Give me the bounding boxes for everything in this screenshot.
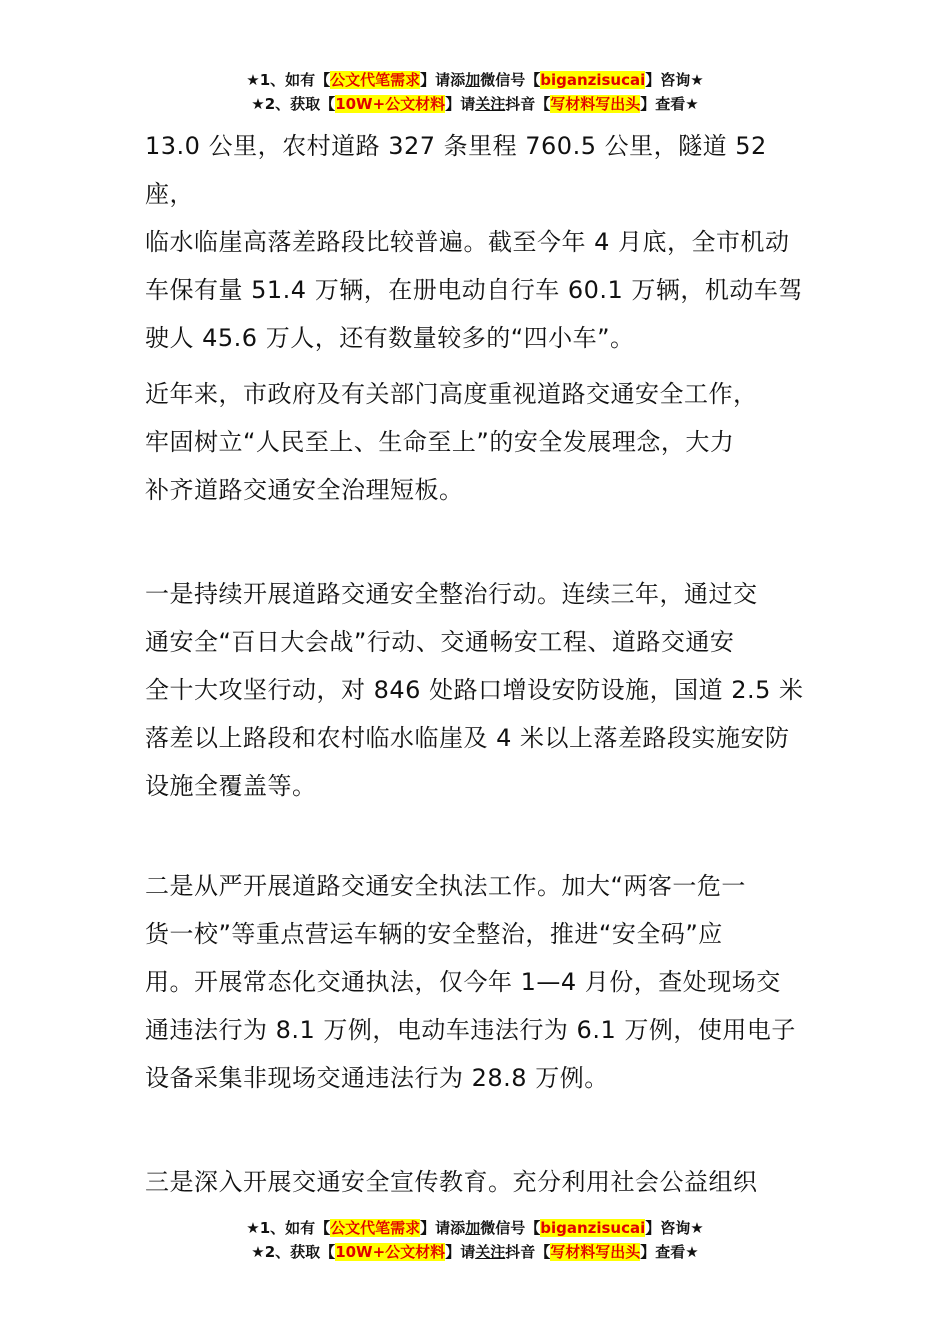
header-promo-banner — [0, 68, 950, 116]
highlight-service: 公文代笔需求 — [330, 71, 421, 89]
banner-line-1 — [0, 1216, 950, 1240]
banner-text: ★2、获取【 — [251, 95, 336, 113]
banner-text: 】请 — [445, 1243, 476, 1261]
text-line: 设施全覆盖等。 — [145, 772, 317, 800]
text-line: 补齐道路交通安全治理短板。 — [145, 476, 464, 504]
paragraph-remediation-actions — [145, 570, 810, 810]
text-line: 通安全“百日大会战”行动、交通畅安工程、道路交通安 — [145, 628, 735, 656]
text-line: 车保有量 51.4 万辆，在册电动自行车 60.1 万辆，机动车驾 — [145, 276, 803, 304]
text-line: 近年来，市政府及有关部门高度重视道路交通安全工作， — [145, 380, 758, 408]
banner-text: ★1、如有【 — [246, 1219, 331, 1237]
banner-text: ★2、获取【 — [251, 1243, 336, 1261]
banner-text: 】咨询★ — [645, 71, 704, 89]
banner-text: 微信号【 — [480, 1219, 541, 1237]
text-line: 落差以上路段和农村临水临崖及 4 米以上落差路段实施安防 — [145, 724, 790, 752]
highlight-wechat-id: biganzisucai — [540, 71, 646, 89]
paragraph-road-statistics — [145, 122, 810, 362]
footer-promo-banner — [0, 1216, 950, 1264]
text-line: 货一校”等重点营运车辆的安全整治，推进“安全码”应 — [145, 920, 723, 948]
text-line: 13.0 公里，农村道路 327 条里程 760.5 公里，隧道 52 座， — [145, 132, 767, 208]
banner-text: 抖音【 — [505, 1243, 551, 1261]
banner-text-underlined: 加 — [465, 71, 481, 89]
highlight-wechat-id: biganzisucai — [540, 1219, 646, 1237]
banner-text-underlined: 关注 — [475, 1243, 506, 1261]
banner-text: 微信号【 — [480, 71, 541, 89]
banner-text: 抖音【 — [505, 95, 551, 113]
banner-text: ★1、如有【 — [246, 71, 331, 89]
banner-text: 】请 — [445, 95, 476, 113]
banner-line-2 — [0, 1240, 950, 1264]
banner-line-2 — [0, 92, 950, 116]
banner-text: 】查看★ — [640, 1243, 699, 1261]
highlight-douyin-account: 写材料写出头 — [550, 95, 641, 113]
paragraph-overview — [145, 370, 810, 514]
highlight-materials: 10W+公文材料 — [335, 1243, 446, 1261]
text-line: 二是从严开展道路交通安全执法工作。加大“两客一危一 — [145, 872, 746, 900]
banner-text-underlined: 关注 — [475, 95, 506, 113]
paragraph-safety-education — [145, 1158, 810, 1206]
highlight-materials: 10W+公文材料 — [335, 95, 446, 113]
highlight-service: 公文代笔需求 — [330, 1219, 421, 1237]
banner-text: 】咨询★ — [645, 1219, 704, 1237]
text-line: 一是持续开展道路交通安全整治行动。连续三年，通过交 — [145, 580, 758, 608]
banner-text-underlined: 加 — [465, 1219, 481, 1237]
banner-text: 】请添 — [420, 1219, 466, 1237]
text-line: 用。开展常态化交通执法，仅今年 1—4 月份，查处现场交 — [145, 968, 781, 996]
banner-text: 】请添 — [420, 71, 466, 89]
text-line: 设备采集非现场交通违法行为 28.8 万例。 — [145, 1064, 609, 1092]
text-line: 通违法行为 8.1 万例，电动车违法行为 6.1 万例，使用电子 — [145, 1016, 796, 1044]
banner-text: 】查看★ — [640, 95, 699, 113]
paragraph-law-enforcement — [145, 862, 810, 1102]
text-line: 三是深入开展交通安全宣传教育。充分利用社会公益组织 — [145, 1168, 758, 1196]
text-line: 驶人 45.6 万人，还有数量较多的“四小车”。 — [145, 324, 635, 352]
text-line: 临水临崖高落差路段比较普遍。截至今年 4 月底，全市机动 — [145, 228, 790, 256]
text-line: 牢固树立“人民至上、生命至上”的安全发展理念，大力 — [145, 428, 735, 456]
banner-line-1 — [0, 68, 950, 92]
highlight-douyin-account: 写材料写出头 — [550, 1243, 641, 1261]
text-line: 全十大攻坚行动，对 846 处路口增设安防设施，国道 2.5 米 — [145, 676, 804, 704]
